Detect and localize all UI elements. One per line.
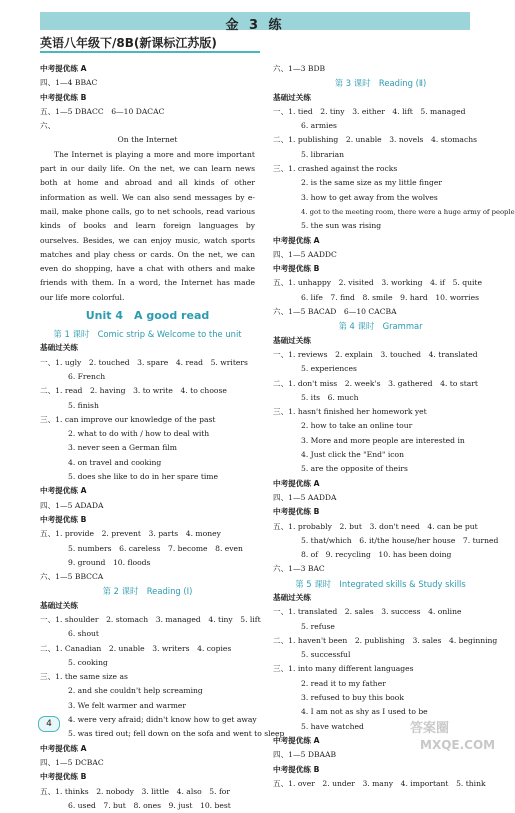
answer-line: 4. got to the meeting room, there were a huge army of people xyxy=(301,207,515,216)
answer-line: 一、1. shoulder 2. stomach 3. managed 4. tiny 5. lift xyxy=(40,614,261,624)
answer-line: 四、1—5 DBAAB xyxy=(273,750,337,760)
lesson-title: 第 2 课时 Reading (Ⅰ) xyxy=(102,586,193,597)
answer-line: 五、1. thinks 2. nobody 3. little 4. also 5. for xyxy=(40,786,230,796)
answer-line: 5. successful xyxy=(301,650,351,660)
section-label: 基础过关练 xyxy=(273,92,311,102)
answer-line: 6. used 7. but 8. ones 9. just 10. best xyxy=(68,800,231,810)
essay-body: The Internet is playing a more and more important part in our daily life. On the net, we can learn news both at home and abroad and all kinds of other information as well. We can also send messages by e-mail, make phone calls, go to net schools, read various kinds of books and learn foreign languages by ourselves. Besides, we can enjoy music, watch sports matches and play chess or cards. On the net, we can even do shopping, have a chat with others and make friends with them. In a word, the Internet has made our life more colorful. xyxy=(40,149,255,302)
answer-line: 5. was tired out; fell down on the sofa and went to sleep xyxy=(68,729,285,739)
answer-line: 五、1. over 2. under 3. many 4. important 5. think xyxy=(273,778,486,788)
section-label: 中考提优练 A xyxy=(273,235,320,245)
answer-line: 5. numbers 6. careless 7. become 8. even xyxy=(68,543,243,553)
answer-line: 四、1—5 AADDC xyxy=(273,249,337,259)
answer-line: 5. finish xyxy=(68,400,99,410)
answer-line: 六、1—5 BACAD 6—10 CACBA xyxy=(273,307,397,317)
answer-line: 4. were very afraid; didn't know how to get away xyxy=(68,715,257,725)
answer-line: 二、1. read 2. having 3. to write 4. to choose xyxy=(40,386,227,396)
answer-line: 6. armies xyxy=(301,121,337,131)
answer-line: 9. ground 10. floods xyxy=(68,557,151,567)
answer-line: 2. what to do with / how to deal with xyxy=(68,429,210,439)
answer-line: 5. the sun was rising xyxy=(301,221,382,231)
answer-line: 5. that/which 6. it/the house/her house 7. turned xyxy=(301,535,499,545)
section-label: 中考提优练 B xyxy=(273,264,320,274)
answer-line: 3. We felt warmer and warmer xyxy=(68,700,187,710)
book-title: 金 3 练 xyxy=(225,18,285,33)
section-label: 中考提优练 A xyxy=(40,743,87,753)
answer-line: 2. and she couldn't help screaming xyxy=(68,686,203,696)
watermark-url: MXQE.COM xyxy=(420,738,496,752)
unit-title: Unit 4 A good read xyxy=(85,309,210,323)
section-label: 中考提优练 B xyxy=(40,772,87,782)
answer-line: 四、1—5 ADADA xyxy=(40,500,104,510)
section-label: 中考提优练 A xyxy=(273,478,320,488)
answer-line: 一、1. tied 2. tiny 3. either 4. lift 5. managed xyxy=(273,106,466,116)
answer-line: 三、1. can improve our knowledge of the past xyxy=(40,414,216,424)
answer-line: 二、1. don't miss 2. week's 3. gathered 4. to start xyxy=(273,378,478,388)
answer-line: 二、1. haven't been 2. publishing 3. sales 4. beginning xyxy=(273,635,498,645)
lesson-title: 第 5 课时 Integrated skills & Study skills xyxy=(295,578,466,589)
essay-title: On the Internet xyxy=(117,135,178,145)
answer-line: 6. shout xyxy=(68,629,99,639)
header-rule xyxy=(40,51,260,53)
answer-line: 2. is the same size as my little finger xyxy=(301,178,442,188)
left-column xyxy=(40,62,285,813)
answer-line: 五、1. unhappy 2. visited 3. working 4. if 5. quite xyxy=(273,278,482,288)
answer-line: 5. have watched xyxy=(301,721,364,731)
lesson-title: 第 3 课时 Reading (Ⅱ) xyxy=(334,78,427,89)
answer-line: 2. how to take an online tour xyxy=(301,421,413,431)
answer-line: 一、1. ugly 2. touched 3. spare 4. read 5. writers xyxy=(40,357,248,367)
answer-line: 4. Just click the "End" icon xyxy=(301,450,405,460)
watermark-logo: 答案圈 xyxy=(410,721,450,736)
answer-line: 三、1. crashed against the rocks xyxy=(273,164,398,174)
answer-line: 5. experiences xyxy=(301,364,357,374)
lesson-title: 第 4 课时 Grammar xyxy=(338,321,423,332)
section-label: 中考提优练 B xyxy=(40,92,87,102)
answer-line: 一、1. reviews 2. explain 3. touched 4. translated xyxy=(273,349,478,359)
section-label: 基础过关练 xyxy=(40,600,78,610)
answer-line: 二、1. Canadian 2. unable 3. writers 4. copies xyxy=(40,643,232,653)
answer-line: 三、1. into many different languages xyxy=(273,664,414,674)
answer-line: 六、1—3 BDB xyxy=(273,64,326,73)
answer-line: 四、1—5 AADDA xyxy=(273,492,337,502)
book-subtitle: 英语八年级下/8B(新课标江苏版) xyxy=(40,36,217,50)
answer-line: 4. on travel and cooking xyxy=(68,457,162,467)
answer-line: 3. never seen a German film xyxy=(68,443,177,453)
answer-line: 五、1—5 DBACC 6—10 DACAC xyxy=(40,106,165,116)
answer-line: 5. librarian xyxy=(301,149,345,159)
section-label: 中考提优练 B xyxy=(273,764,320,774)
section-label: 中考提优练 B xyxy=(40,514,87,524)
answer-line: 三、1. hasn't finished her homework yet xyxy=(273,407,427,417)
answer-line: 5. its 6. much xyxy=(301,392,359,402)
answer-line: 5. are the opposite of theirs xyxy=(301,464,408,474)
answer-line: 3. how to get away from the wolves xyxy=(301,192,438,202)
answer-line: 六、 xyxy=(40,121,56,131)
answer-line: 2. read it to my father xyxy=(301,678,386,688)
answer-line: 5. refuse xyxy=(301,621,335,631)
section-label: 基础过关练 xyxy=(40,343,78,353)
section-label: 基础过关练 xyxy=(273,592,311,602)
right-column xyxy=(273,62,515,791)
answer-line: 4. I am not as shy as I used to be xyxy=(301,707,428,717)
answer-line: 六、1—5 BBCCA xyxy=(40,572,104,582)
section-label: 基础过关练 xyxy=(273,335,311,345)
answer-line: 6. French xyxy=(68,371,106,381)
section-label: 中考提优练 A xyxy=(40,486,87,496)
answer-line: 四、1—5 DCBAC xyxy=(40,757,104,767)
answer-line: 5. cooking xyxy=(68,657,108,667)
answer-line: 四、1—4 BBAC xyxy=(40,78,98,88)
answer-line: 二、1. publishing 2. unable 3. novels 4. stomachs xyxy=(273,135,477,145)
answer-line: 六、1—3 BAC xyxy=(273,564,325,574)
lesson-title: 第 1 课时 Comic strip & Welcome to the unit xyxy=(53,329,242,340)
page-number: 4 xyxy=(38,716,60,732)
answer-line: 五、1. provide 2. prevent 3. parts 4. money xyxy=(40,529,221,539)
page-header xyxy=(0,0,500,62)
answer-line: 一、1. translated 2. sales 3. success 4. online xyxy=(273,607,462,617)
answer-line: 8. of 9. recycling 10. has been doing xyxy=(301,550,452,560)
section-label: 中考提优练 A xyxy=(273,735,320,745)
answer-line: 3. refused to buy this book xyxy=(301,693,404,703)
answer-line: 三、1. the same size as xyxy=(40,672,128,682)
answer-line: 五、1. probably 2. but 3. don't need 4. can be put xyxy=(273,521,478,531)
answer-line: 6. life 7. find 8. smile 9. hard 10. worries xyxy=(301,292,479,302)
answer-line: 3. More and more people are interested in xyxy=(301,435,465,445)
section-label: 中考提优练 A xyxy=(40,64,87,73)
section-label: 中考提优练 B xyxy=(273,507,320,517)
answer-line: 5. does she like to do in her spare time xyxy=(68,472,219,482)
